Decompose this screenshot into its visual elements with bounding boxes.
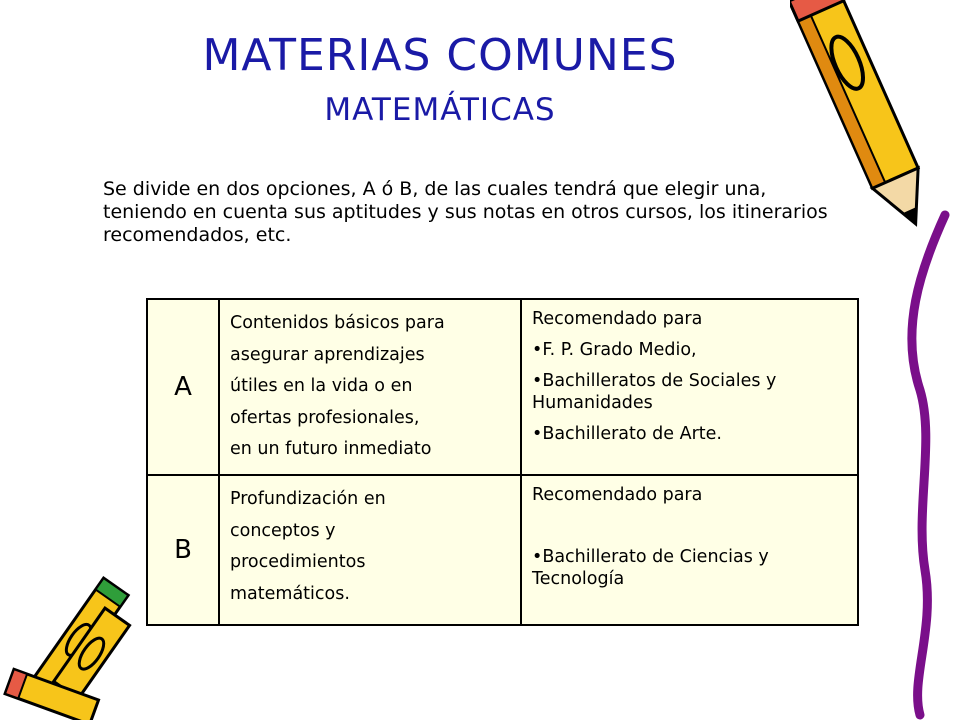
content-line: conceptos y [230,520,336,541]
option-row-a [147,299,858,475]
content-line: Profundización en [230,489,386,509]
slide-title: MATERIAS COMUNES [202,30,678,81]
recommended-item: •F. P. Grado Medio, [532,340,697,360]
option-content [219,299,521,475]
option-row-b [147,475,858,625]
recommended-item: •Bachilleratos de Sociales y Humanidades [532,371,777,413]
option-letter: A [147,299,219,475]
intro-paragraph: Se divide en dos opciones, A ó B, de las cuales tendrá que elegir una, teniendo en cuenta sus aptitudes y sus notas en otros cursos, los itinerarios recomendados, etc. [103,178,828,246]
slide-subtitle: MATEMÁTICAS [324,92,556,128]
pencil-icon [790,0,940,230]
content-line: matemáticos. [230,583,350,604]
option-recommendation [521,299,858,475]
content-line: en un futuro inmediato [230,439,432,459]
option-recommendation [521,475,858,625]
crayons-icon [0,560,160,720]
content-line: útiles en la vida o en [230,376,413,396]
options-table [146,298,859,626]
option-content [219,475,521,625]
recommended-heading: Recomendado para [532,309,703,329]
recommended-item: •Bachillerato de Arte. [532,424,722,444]
recommended-heading: Recomendado para [532,485,703,505]
content-line: Contenidos básicos para [230,313,445,333]
content-line: procedimientos [230,552,366,572]
squiggle-line [890,210,960,720]
content-line: ofertas profesionales, [230,407,420,428]
recommended-item: •Bachillerato de Ciencias y Tecnología [532,547,769,589]
option-letter: B [147,475,219,625]
content-line: asegurar aprendizajes [230,344,425,365]
